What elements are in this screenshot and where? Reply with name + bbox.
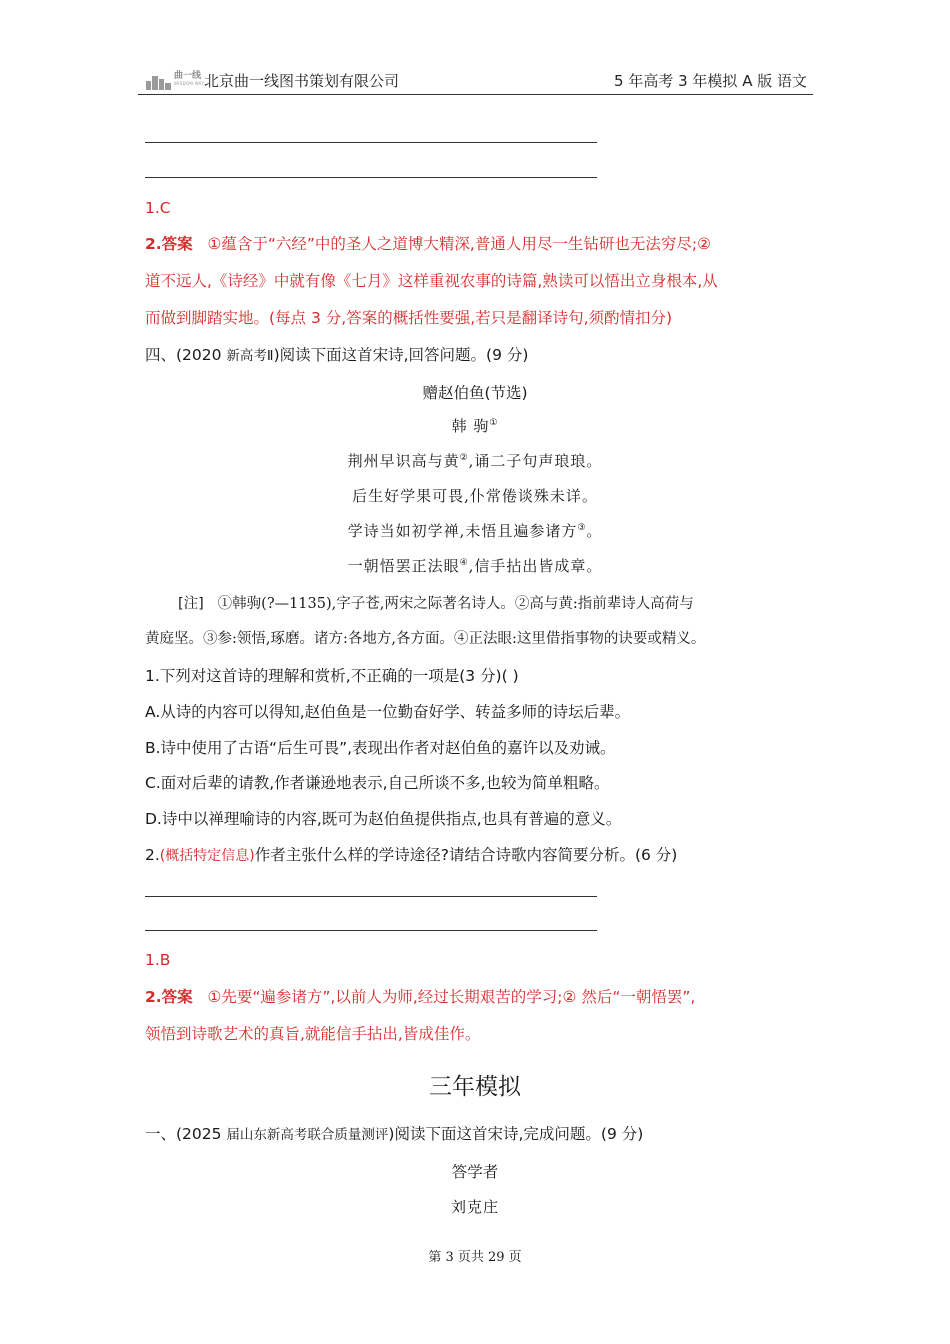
answer-2-line-2: 领悟到诗歌艺术的真旨,就能信手拈出,皆成佳作。 [145, 1025, 481, 1043]
poem-line-rest: ,信手拈出皆成章。 [468, 557, 603, 575]
building-icon [146, 74, 172, 90]
question-heading [145, 1124, 643, 1145]
question-number: 2. [145, 846, 160, 864]
footnote-marker: ④ [459, 558, 469, 568]
publisher-logo [146, 68, 210, 92]
question-text: 作者主张什么样的学诗途径?请结合诗歌内容简要分析。(6 分) [254, 846, 678, 864]
answer-line [145, 896, 597, 897]
notes-line-1 [178, 594, 694, 614]
poem-line [0, 450, 950, 471]
answer-label: 2.答案 [145, 988, 193, 1006]
footnote-marker: ① [489, 418, 499, 428]
answer-label: 2.答案 [145, 235, 193, 253]
poem-line-text: 后生好学果可畏,仆常倦谈殊未详。 [352, 487, 598, 505]
skill-tag: (概括特定信息) [159, 848, 255, 864]
answer-2-line-1 [145, 234, 711, 254]
heading-prefix: 一、(2025 [145, 1125, 227, 1143]
book-title: 5 年高考 3 年模拟 A 版 语文 [614, 72, 807, 90]
poem-author [0, 415, 950, 436]
heading-prefix: 四、(2020 [145, 346, 227, 364]
question-2 [145, 845, 677, 866]
answer-2-line-3: 而做到脚踏实地。(每点 3 分,答案的概括性要强,若只是翻译诗句,须酌情扣分) [145, 309, 673, 327]
answer-2-line-1 [145, 987, 695, 1007]
answer-1: 1.C [145, 199, 171, 217]
heading-source: 届山东新高考联合质量测评 [226, 1127, 389, 1143]
answer-line [145, 142, 597, 143]
heading-suffix: )阅读下面这首宋诗,完成问题。(9 分) [388, 1125, 644, 1143]
footnote-marker: ③ [577, 523, 587, 533]
notes-label: [注] [178, 596, 204, 612]
option-d: D.诗中以禅理喻诗的内容,既可为赵伯鱼提供指点,也具有普遍的意义。 [145, 810, 622, 828]
option-c: C.面对后辈的请教,作者谦逊地表示,自己所谈不多,也较为简单粗略。 [145, 774, 610, 792]
page-header [138, 66, 813, 95]
answer-line [145, 930, 597, 931]
question-1: 1.下列对这首诗的理解和赏析,不正确的一项是(3 分)( ) [145, 667, 519, 685]
logo-subtext: WISDOM WAY [174, 81, 205, 86]
answer-text: ①先要“遍参诸方”,以前人为师,经过长期艰苦的学习;② 然后“一朝悟罢”, [207, 988, 696, 1006]
poem-line-text: 学诗当如初学禅,未悟且遍参诸方 [347, 522, 578, 540]
answer-2-line-2: 道不远人,《诗经》中就有像《七月》这样重视农事的诗篇,熟读可以悟出立身根本,从 [145, 272, 718, 290]
answer-line [145, 177, 597, 178]
poem-title: 答学者 [451, 1163, 499, 1181]
footnote-marker: ② [459, 453, 469, 463]
company-name: 北京曲一线图书策划有限公司 [204, 72, 400, 90]
poem-line [0, 520, 950, 541]
heading-source: 新高考Ⅱ [226, 348, 274, 364]
option-a: A.从诗的内容可以得知,赵伯鱼是一位勤奋好学、转益多师的诗坛后辈。 [145, 703, 631, 721]
notes-line-2: 黄庭坚。③参:领悟,琢磨。诸方:各地方,各方面。④正法眼:这里借指事物的诀要或精义。 [145, 631, 706, 647]
answer-text: ①蕴含于“六经”中的圣人之道博大精深,普通人用尽一生钻研也无法穷尽;② [207, 235, 711, 253]
poem-title: 赠赵伯鱼(节选) [422, 384, 528, 402]
poem-line-rest: ,诵二子句声琅琅。 [468, 452, 603, 470]
page-number: 第 3 页共 29 页 [428, 1250, 522, 1265]
option-b: B.诗中使用了古语“后生可畏”,表现出作者对赵伯鱼的嘉许以及劝诫。 [145, 739, 616, 757]
poem-line [0, 485, 950, 506]
heading-suffix: )阅读下面这首宋诗,回答问题。(9 分) [273, 346, 529, 364]
question-heading [145, 345, 528, 366]
poem-author: 刘克庄 [450, 1198, 499, 1216]
poem-line-text: 荆州早识高与黄 [347, 452, 460, 470]
section-title: 三年模拟 [429, 1074, 521, 1100]
poet-name: 韩 驹 [451, 417, 490, 435]
logo-text: 曲一线 [174, 71, 202, 81]
answer-1: 1.B [145, 951, 171, 969]
notes-text: ①韩驹(?—1135),字子苍,两宋之际著名诗人。②高与黄:指前辈诗人高荷与 [217, 596, 694, 612]
poem-line-rest: 。 [586, 522, 603, 540]
poem-line-text: 一朝悟罢正法眼 [347, 557, 460, 575]
poem-line [0, 555, 950, 576]
